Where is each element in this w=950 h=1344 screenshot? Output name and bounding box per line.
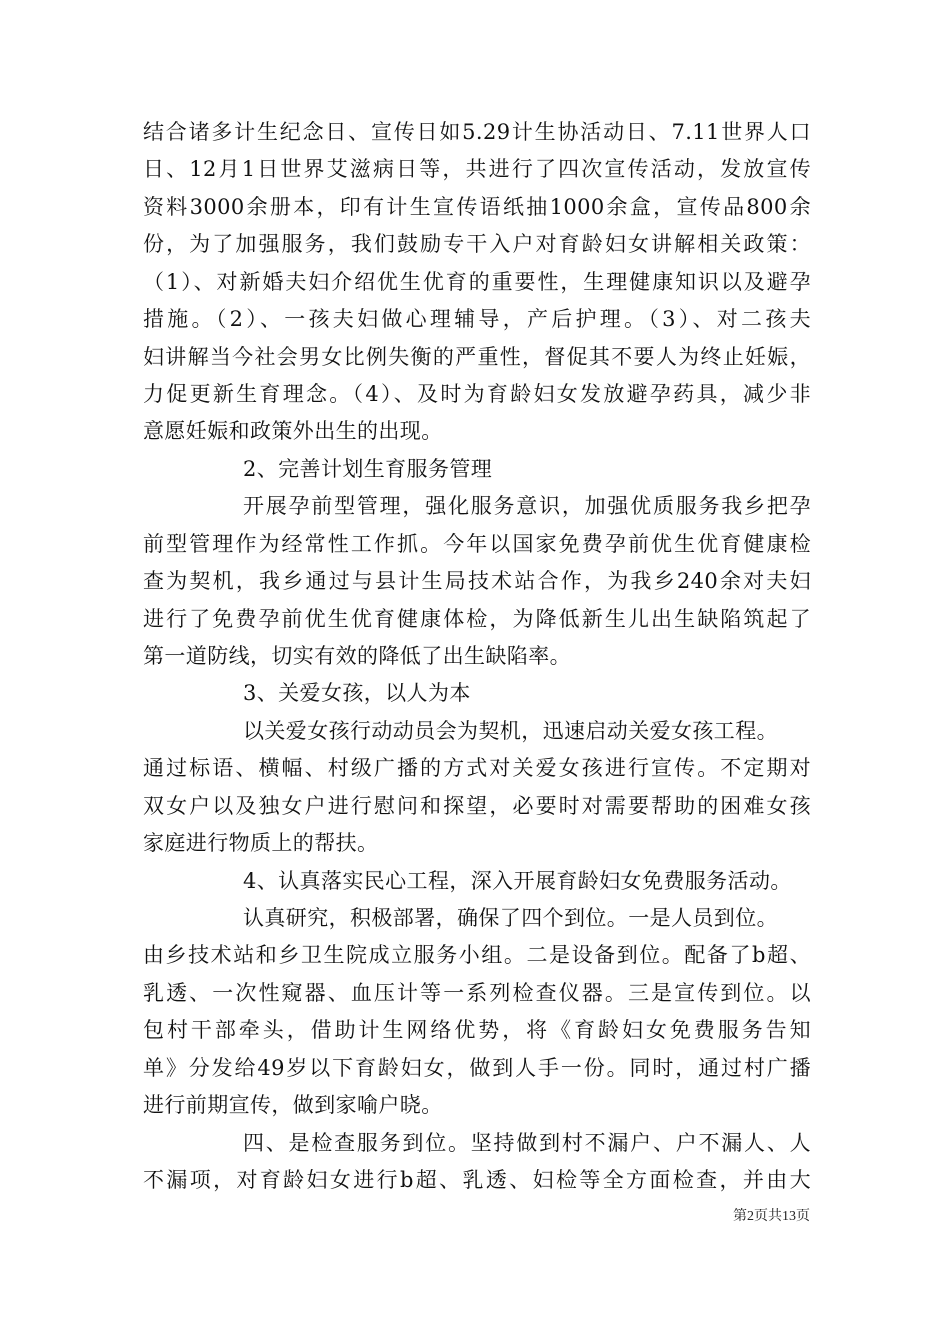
section-heading: 2、完善计划生育服务管理 <box>243 457 493 481</box>
text-line: 四、是检查服务到位。坚持做到村不漏户、户不漏人、人 <box>243 1131 811 1155</box>
text-line: 前型管理作为经常性工作抓。今年以国家免费孕前优生优育健康检 <box>143 532 811 556</box>
text-line: 通过标语、横幅、村级广播的方式对关爱女孩进行宣传。不定期对 <box>143 756 811 780</box>
text-line: 措施。（2）、一孩夫妇做心理辅导，产后护理。（3）、对二孩夫 <box>143 307 811 331</box>
text-line: 以关爱女孩行动动员会为契机，迅速启动关爱女孩工程。 <box>243 719 778 743</box>
text-line: 家庭进行物质上的帮扶。 <box>143 831 379 855</box>
text-line: 进行前期宣传，做到家喻户晓。 <box>143 1093 443 1117</box>
text-line: 结合诸多计生纪念日、宣传日如5.29计生协活动日、7.11世界人口 <box>143 120 811 144</box>
text-line: 查为契机，我乡通过与县计生局技术站合作，为我乡240余对夫妇 <box>143 569 811 593</box>
text-line: 不漏项，对育龄妇女进行b超、乳透、妇检等全方面检查，并由大 <box>143 1168 811 1192</box>
text-line: （1）、对新婚夫妇介绍优生优育的重要性，生理健康知识以及避孕 <box>143 270 811 294</box>
text-line: 双女户以及独女户进行慰问和探望，必要时对需要帮助的困难女孩 <box>143 794 811 818</box>
text-line: 由乡技术站和乡卫生院成立服务小组。二是设备到位。配备了b超、 <box>143 943 811 967</box>
text-line: 意愿妊娠和政策外出生的出现。 <box>143 419 443 443</box>
text-line: 进行了免费孕前优生优育健康体检，为降低新生儿出生缺陷筑起了 <box>143 607 811 631</box>
text-line: 日、12月1日世界艾滋病日等，共进行了四次宣传活动，发放宣传 <box>143 157 811 181</box>
text-line: 认真研究，积极部署，确保了四个到位。一是人员到位。 <box>243 906 778 930</box>
text-line: 单》分发给49岁以下育龄妇女，做到人手一份。同时，通过村广播 <box>143 1056 811 1080</box>
page-number: 第2页共13页 <box>733 1209 810 1224</box>
section-heading: 4、认真落实民心工程，深入开展育龄妇女免费服务活动。 <box>243 869 792 893</box>
page-footer <box>0 1205 950 1225</box>
text-line: 乳透、一次性窥器、血压计等一系列检查仪器。三是宣传到位。以 <box>143 981 811 1005</box>
text-line: 开展孕前型管理，强化服务意识，加强优质服务我乡把孕 <box>243 494 811 518</box>
text-line: 第一道防线，切实有效的降低了出生缺陷率。 <box>143 644 571 668</box>
text-line: 力促更新生育理念。（4）、及时为育龄妇女发放避孕药具，减少非 <box>143 382 811 406</box>
section-heading: 3、关爱女孩，以人为本 <box>243 681 471 705</box>
text-line: 妇讲解当今社会男女比例失衡的严重性，督促其不要人为终止妊娠， <box>143 345 811 369</box>
text-line: 包村干部牵头，借助计生网络优势，将《育龄妇女免费服务告知 <box>143 1018 811 1042</box>
text-line: 资料3000余册本，印有计生宣传语纸抽1000余盒，宣传品800余 <box>143 195 811 219</box>
text-line: 份，为了加强服务，我们鼓励专干入户对育龄妇女讲解相关政策： <box>143 232 811 256</box>
